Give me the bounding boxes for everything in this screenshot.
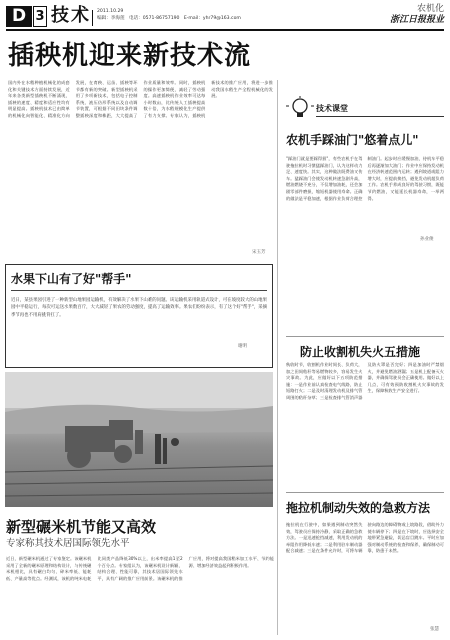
section-number: 3 <box>33 6 47 27</box>
issue-date: 2011.10.29 <box>97 9 124 14</box>
fruit-box-rule <box>11 290 267 291</box>
lightbulb-icon <box>286 96 314 120</box>
header-meta <box>97 8 241 22</box>
email: E-mail：yhr79@163.com <box>183 16 241 21</box>
tractor-article-author: 张慧 <box>430 627 439 632</box>
brand-bottom: 浙江日报报业 <box>389 15 444 25</box>
section-divider <box>92 10 93 26</box>
pest-article-body: 秋收时节，收割机作业时间长、负荷大，加之田间秸秆等易燃物较多，容易发生火灾事故。为此，应做好以下五项防范措施：一是作业前认真检查电气线路，防止短路打火；二是及时清理发动机及排气管周围的秸秆杂草；三是检查排气管消声器及防火罩是否完好；四是加油时严禁烟火，并避免燃油洒漏；五是机上配备灭火器，并确保驾驶员会正确使用。做好以上几点，可有效预防收割机火灾事故的发生，保障秋收生产安全进行。 <box>286 362 444 400</box>
tech-column-body: "踩油门就是要踩得狠"，有些农机手在驾驶拖拉机时习惯猛踩油门，认为这样动力足、速度快。其实，这种做法既费油又伤车。猛踩油门会使发动机转速急剧升高，燃油燃烧不充分，不仅增加油耗，还会加剧零部件磨损，缩短机器使用寿命。正确的做法是平稳加速，根据作业负荷合理控制油门。起步时应缓慢加油，待机车平稳后再逐渐加大油门；作业中应保持发动机在经济转速范围内运转；遇到坡道或阻力增大时，应提前换挡，避免发动机超负荷工作。农机手养成良好的驾驶习惯，既能节约燃油，又能延长机器寿命，一举两得。 <box>286 156 444 201</box>
tech-column-label <box>286 96 446 120</box>
section-badge <box>6 6 32 27</box>
tech-column-rule <box>316 116 444 117</box>
brand-top: 农机化 <box>416 4 444 14</box>
editor: 编辑：李海莲 <box>97 16 125 21</box>
bottom-article-title: 新型碾米机节能又高效 <box>6 518 157 536</box>
main-headline: 插秧机迎来新技术流 <box>8 41 252 71</box>
main-article-author: 宋玉芳 <box>252 250 266 255</box>
brand-logo <box>388 4 444 26</box>
fruit-box-title: 水果下山有了好"帮手" <box>11 272 132 286</box>
bottom-article-subtitle: 专家称其技术居国际领先水平 <box>6 538 130 549</box>
pest-rule <box>286 336 444 337</box>
header-contact <box>97 15 241 22</box>
section-letter: D <box>11 6 27 26</box>
section-name: 技术 <box>51 5 91 26</box>
field-photo <box>5 372 273 507</box>
tech-column-name: 技术课堂 <box>316 104 348 113</box>
tech-column-author: 孙业俊 <box>420 237 434 242</box>
tractor-rule <box>286 492 444 493</box>
main-article-body: 国内外在水稻种植机械化的成套化和关键技术方面持续发展，近年来各类新型插秧机不断涌现，插秧的速度、精度和适应性均有明显提高。插秧机技术已由简单的机械化向智能化、精准化方向发展，在育秧、运苗、插秧等环节都有新的突破。新型插秧机采用了多项新技术，包括电子控制系统、液压仿形系统以及自动调节装置，可根据不同田块条件调整插秧深度和株距，大大提高了作业质量和效率。同时，插秧机的操作更加简便，减轻了劳动强度。高速插秧机作业效率可达每小时数亩，比传统人工插秧提高数十倍，为水稻规模化生产提供了有力支撑。专家认为，插秧机新技术的推广应用，将进一步推动我国水稻生产全程机械化的发展。 <box>8 80 273 118</box>
tractor-article-title: 拖拉机制动失效的急救方法 <box>286 501 431 515</box>
fruit-box-author: 谢明 <box>238 344 247 349</box>
phone: 电话：0571-86757190 <box>128 16 180 21</box>
pest-article-title: 防止收割机失火五措施 <box>300 345 421 359</box>
tractor-article-body: 拖拉机在行驶中，如果遇到制动突然失效，驾驶员应保持冷静，采取正确的急救方法。一是迅速抢挡减速，利用发动机的牵阻作用降低车速；二是利用驻车制动器配合减速；三是在条件允许时，可将车辆驶向路边的障碍物或上坡路段，借助外力使车辆停下；四是在下坡时，应选择安全地带紧急避险，切忌盲目跳车。平时应加强对制动系统的检查和保养，确保制动可靠，防患于未然。 <box>286 522 444 554</box>
fruit-box <box>5 264 273 368</box>
tech-column-title: 农机手踩油门"悠着点儿" <box>286 133 419 147</box>
fruit-box-body: 近日，某县果园引进了一种新型山地果园运输机，有效解决了水果下山难的问题。该运输机采用轨道式设计，可在坡度较大的山地果园中平稳运行，每次可运送水果数百斤，大大减轻了果农的劳动强度，提高了运输效率。果农们纷纷表示，有了这个好"帮手"，采摘季节再也不用肩挑背扛了。 <box>11 298 267 318</box>
header-rule <box>6 29 444 31</box>
bottom-article-body: 近日，新型碾米机通过了专家鉴定。该碾米机采用了全新的碾米原理和结构设计，与传统碾米机相比，具有碾白均匀、碎米率低、能耗低、产量高等优点。经测试，该机的吨米电耗比同类产品降低30%以上，出米率提高1至2个百分点。专家组认为，该碾米机设计新颖、结构合理、性能可靠，其技术居国际领先水平，具有广阔的推广应用前景。该碾米机的推广应用，将对提高我国稻米加工水平、节约能源、增加经济效益起到积极作用。 <box>6 556 274 581</box>
column-divider <box>277 80 278 635</box>
